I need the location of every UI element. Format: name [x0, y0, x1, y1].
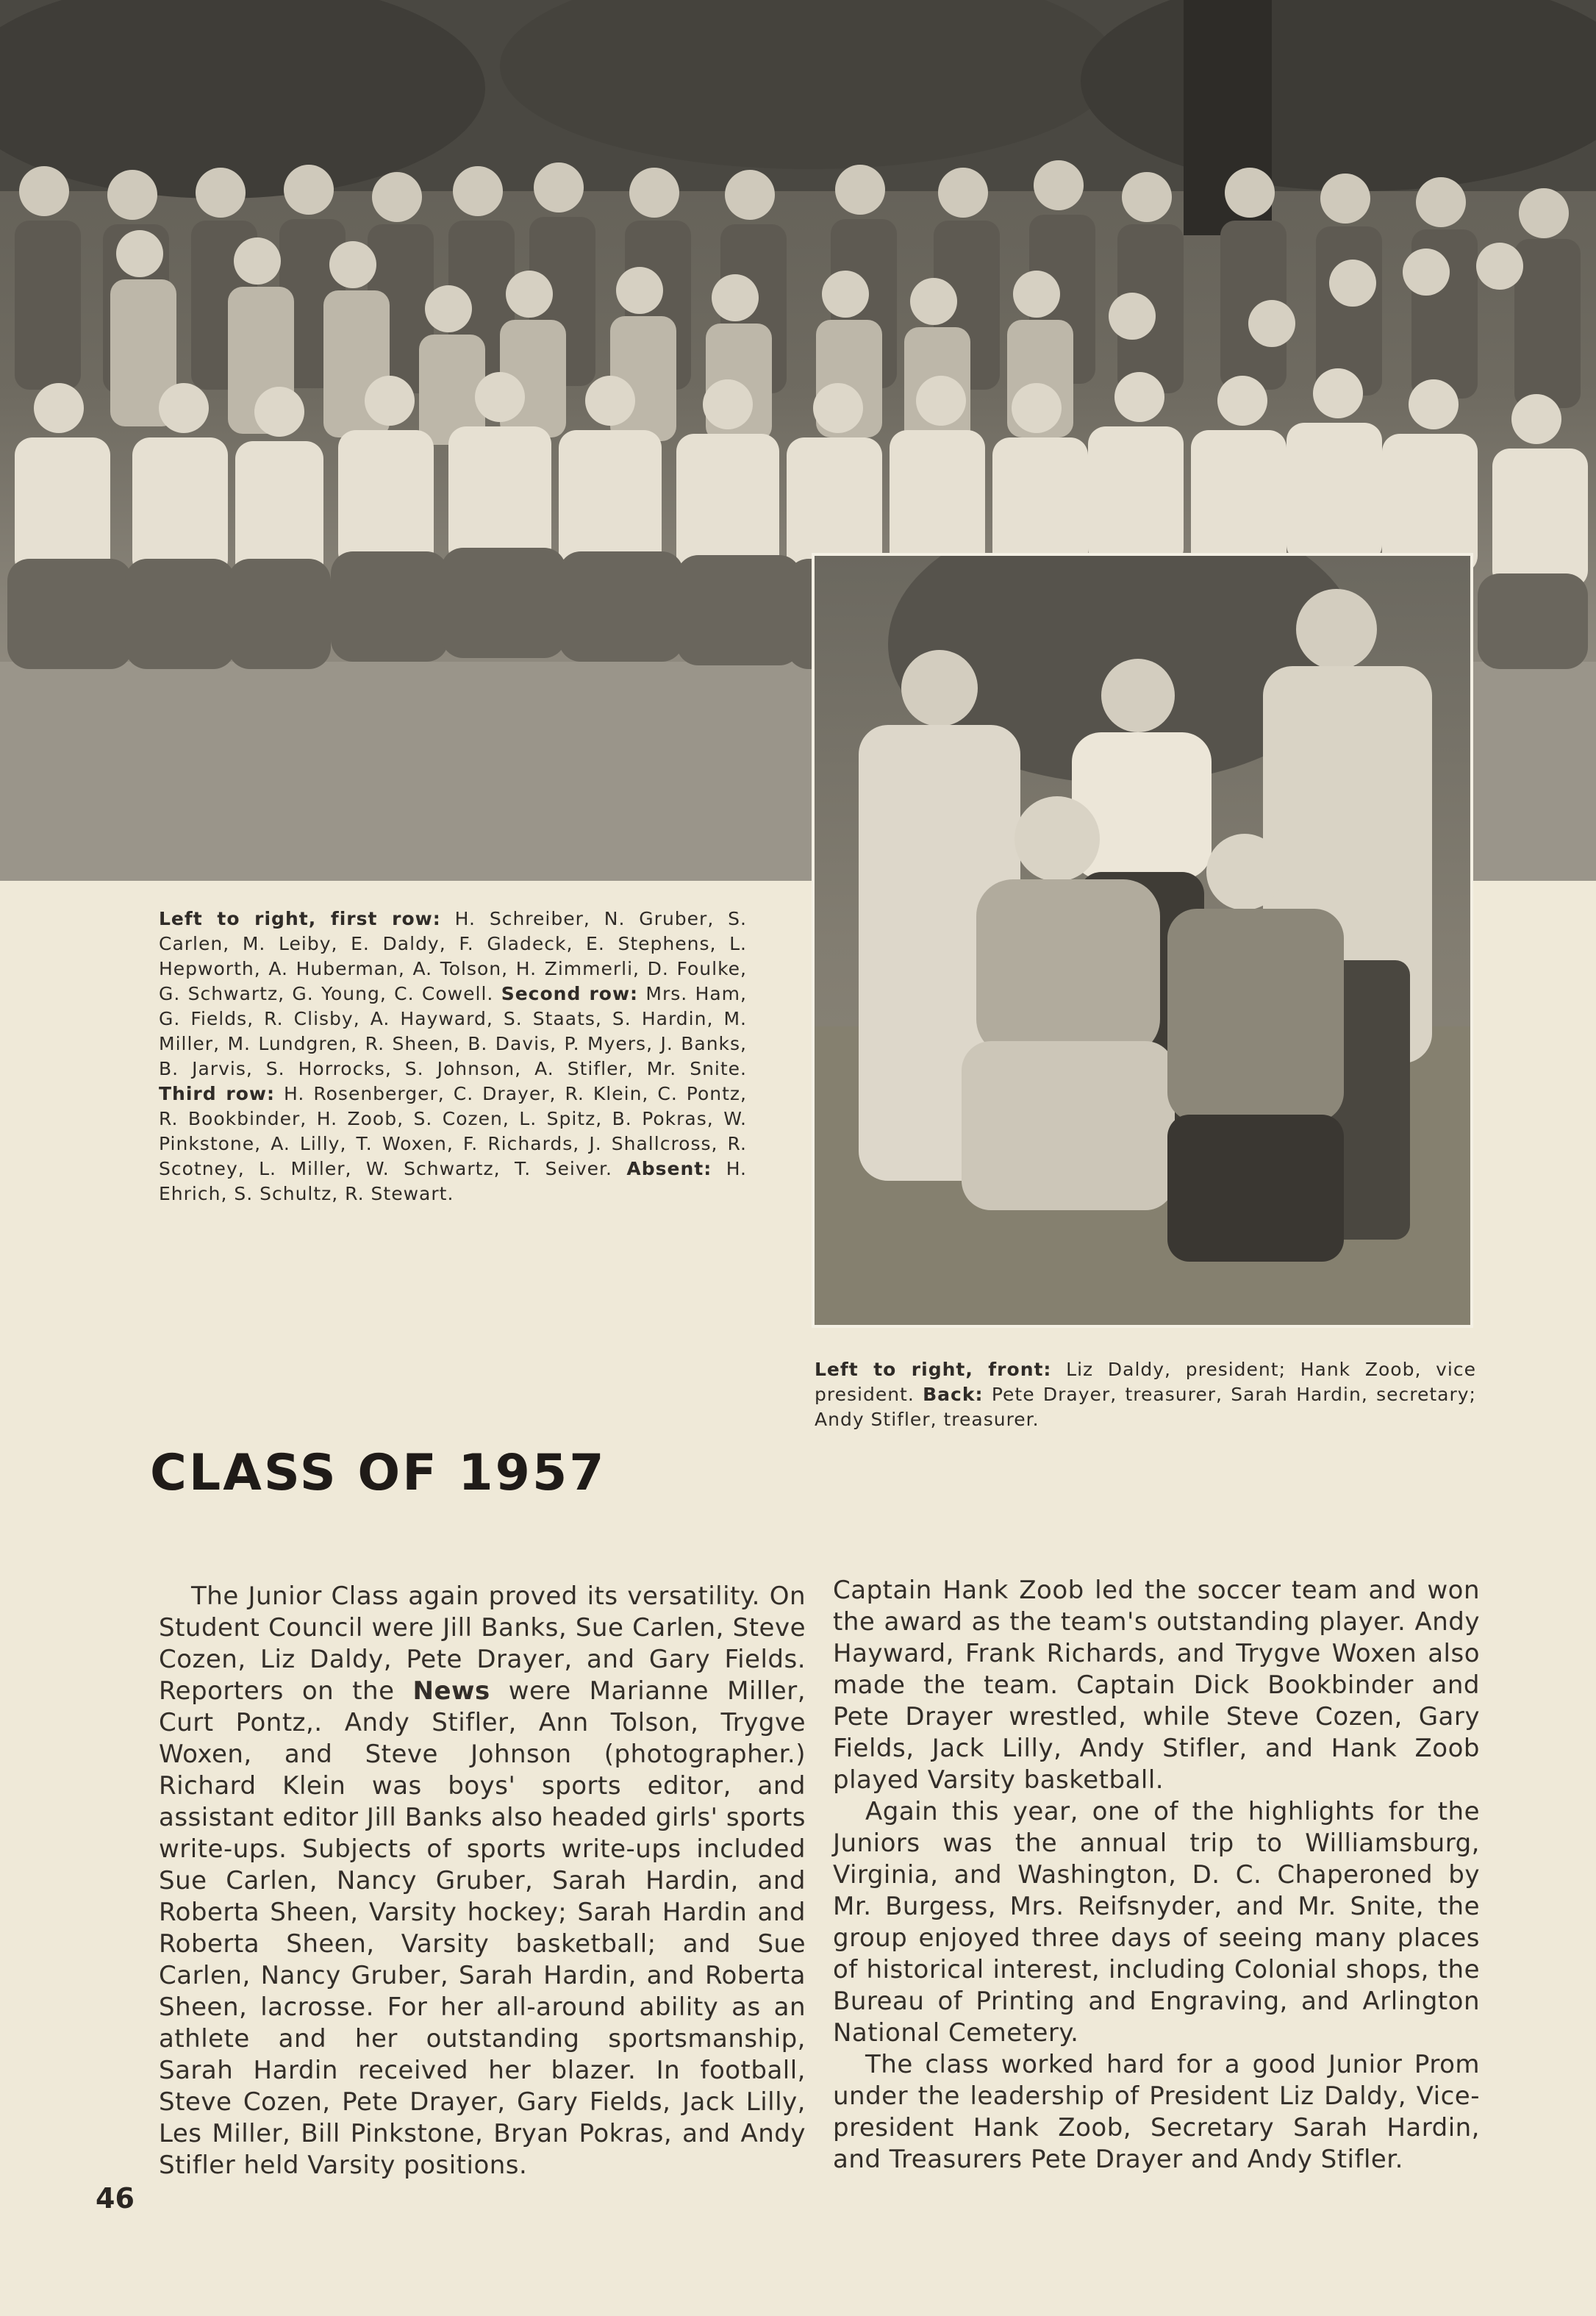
absent-label: Absent:: [626, 1158, 712, 1179]
front-label: Left to right, front:: [815, 1359, 1052, 1380]
group-photo-caption: [159, 907, 747, 1207]
second-row-names: Mrs. Ham, G. Fields, R. Clisby, A. Hayward, S. Staats, S. Hardin, M. Miller, M. Lundgren, R. Sheen, B. Davis, P. Myers, J. Banks, B. Jarvis, S. Horrocks, S. Johnson, A. Stifler, Mr. Snite.: [159, 983, 747, 1079]
body-paragraph: Captain Hank Zoob led the soccer team and won the award as the team's outstanding player. Andy Hayward, Frank Richards, and Trygve Woxen also made the team. Captain Dick Bookbinder and Pete Drayer wrestled, while Steve Cozen, Gary Fields, Jack Lilly, Andy Stifler, and Hank Zoob played Varsity basketball.: [833, 1576, 1480, 1795]
first-row-label: Left to right, first row:: [159, 908, 441, 929]
back-label: Back:: [923, 1384, 984, 1405]
body-column-right: [833, 1575, 1480, 2176]
third-row-names: H. Rosenberger, C. Drayer, R. Klein, C. Pontz, R. Bookbinder, H. Zoob, S. Cozen, L. Spitz, B. Pokras, W. Pinkstone, A. Lilly, T. Woxen, F. Richards, J. Shallcross, R. Scotney, L. Miller, W. Schwartz, T. Seiver.: [159, 1083, 748, 1179]
officers-photo-caption: [815, 1357, 1476, 1432]
body-paragraph: [159, 1581, 806, 2181]
first-row-names: H. Schreiber, N. Gruber, S. Carlen, M. Leiby, E. Daldy, F. Gladeck, E. Stephens, L. Hepworth, A. Huberman, A. Tolson, H. Zimmerli, D. Foulke, G. Schwartz, G. Young, C. Cowell.: [159, 908, 747, 1004]
second-row-label: Second row:: [501, 983, 639, 1004]
news-publication-name: News: [412, 1676, 490, 1706]
body-paragraph: Again this year, one of the highlights for the Juniors was the annual trip to Williamsburg, Virginia, and Washington, D. C. Chaperoned by Mr. Burgess, Mrs. Reifsnyder, and Mr. Snite, the group enjoyed three days of seeing many places of historical interest, including Colonial shops, the Bureau of Printing and Engraving, and Arlington National Cemetery.: [833, 1797, 1480, 2048]
body-text: The Junior Class again proved its versatility. On Student Council were Jill Banks, Sue Carlen, Steve Cozen, Liz Daldy, Pete Drayer, and Gary Fields. Reporters on the: [159, 1581, 806, 1706]
absent-names: H. Ehrich, S. Schultz, R. Stewart.: [159, 1158, 748, 1204]
front-names: Liz Daldy, president; Hank Zoob, vice president.: [815, 1359, 1476, 1405]
body-text: were Marianne Miller, Curt Pontz,. Andy Stifler, Ann Tolson, Trygve Woxen, and Steve Johnson (photographer.) Richard Klein was boys' sports editor, and assistant editor Jill Banks also headed girls' sports write-ups. Subjects of sports write-ups included Sue Carlen, Nancy Gruber, Sarah Hardin, and Roberta Sheen, Varsity hockey; Sarah Hardin and Roberta Sheen, Varsity basketball; and Sue Carlen, Nancy Gruber, Sarah Hardin, and Roberta Sheen, lacrosse. For her all-around ability as an athlete and her outstanding sportsmanship, Sarah Hardin received her blazer. In football, Steve Cozen, Pete Drayer, Gary Fields, Jack Lilly, Les Miller, Bill Pinkstone, Bryan Pokras, and Andy Stifler held Varsity positions.: [159, 1676, 806, 2180]
body-paragraph: The class worked hard for a good Junior Prom under the leadership of President Liz Daldy, Vice-president Hank Zoob, Secretary Sarah Hardin, and Treasurers Pete Drayer and Andy Stifler.: [833, 2050, 1480, 2174]
page-number: 46: [96, 2182, 135, 2215]
page-title: CLASS OF 1957: [150, 1444, 606, 1502]
body-column-left: [159, 1581, 806, 2181]
third-row-label: Third row:: [159, 1083, 276, 1104]
class-officers-photo: [812, 553, 1473, 1328]
back-names: Pete Drayer, treasurer, Sarah Hardin, secretary; Andy Stifler, treasurer.: [815, 1384, 1476, 1430]
